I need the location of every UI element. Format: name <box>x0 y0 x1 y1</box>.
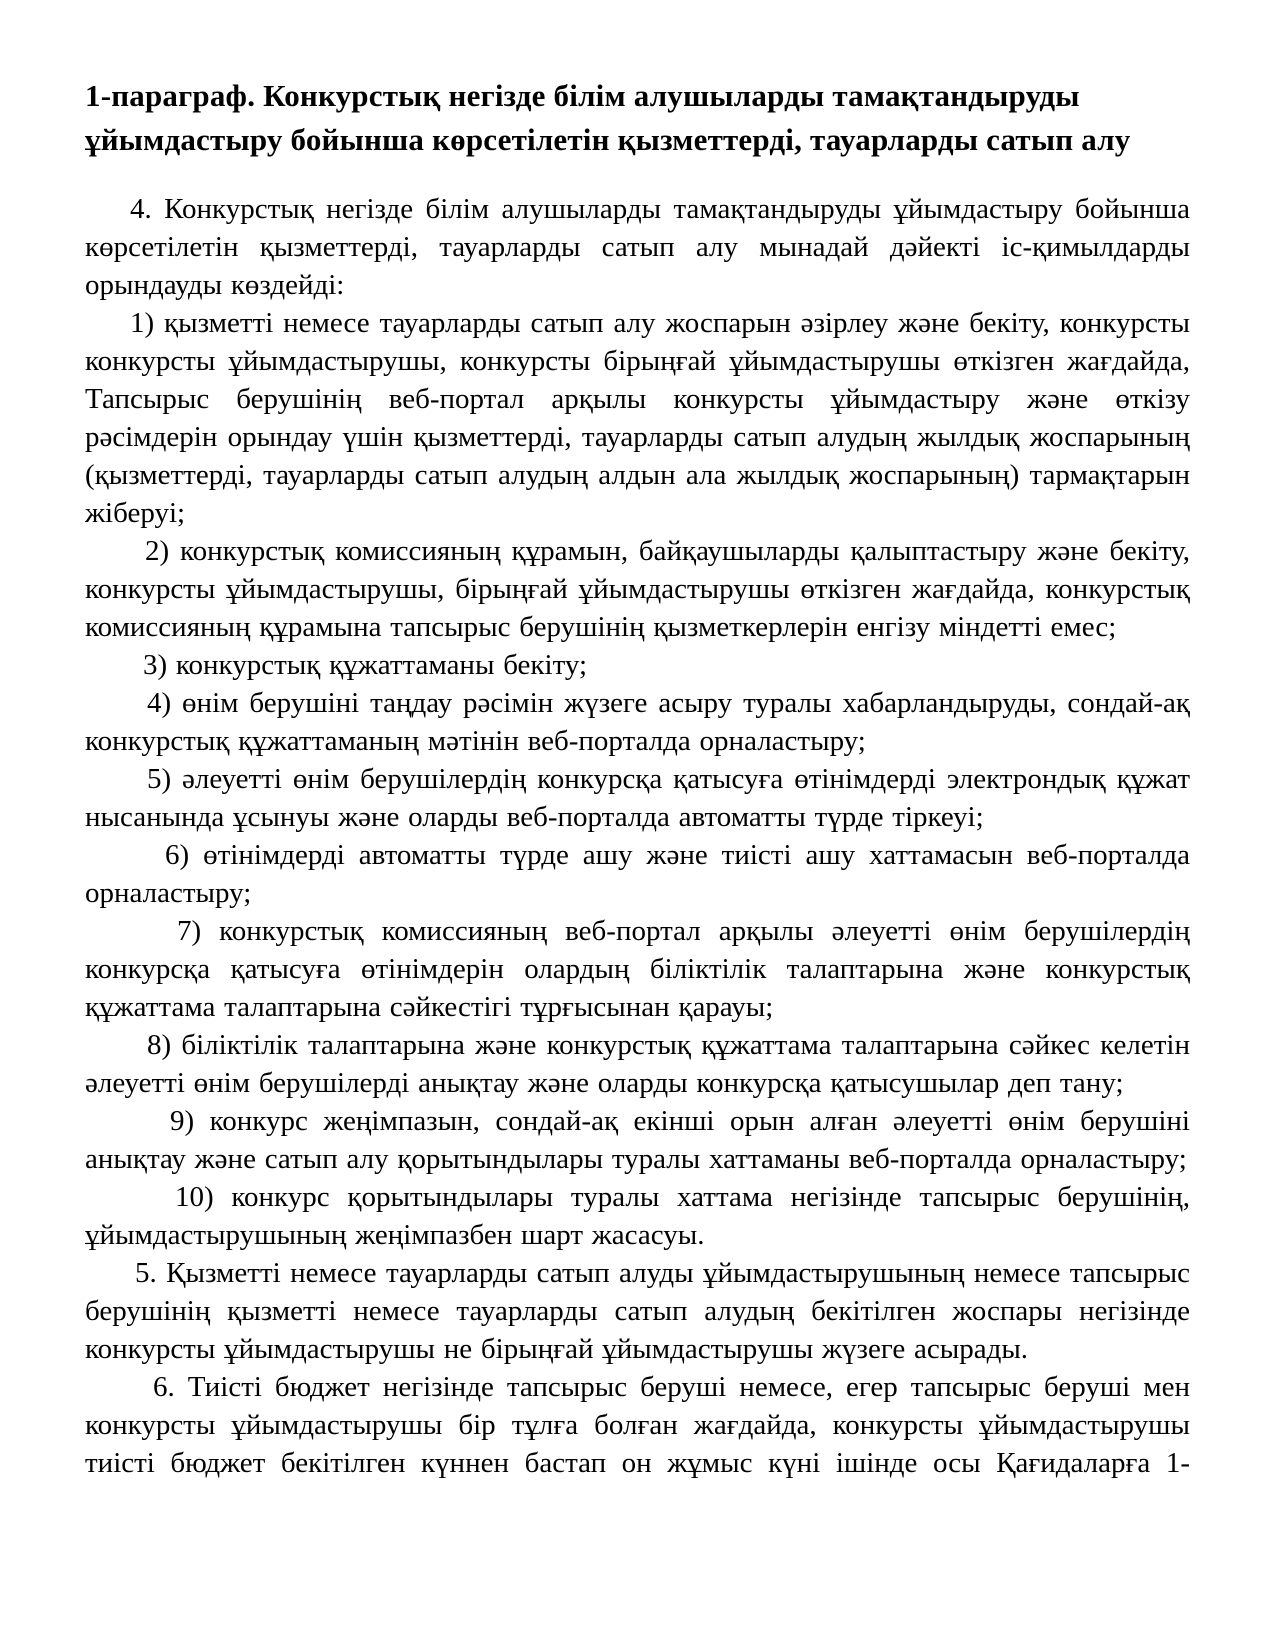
list-item-7: 7) конкурстық комиссияның веб-портал арқылы әлеуетті өнім берушілердің конкурсқа қатысуға өтінімдерін олардың біліктілік талаптарына және конкурстық құжаттама талаптарына сәйкестігі тұрғысынан қарауы; <box>85 915 1190 1023</box>
section-heading-line-2: ұйымдастыру бойынша көрсетілетін қызметтерді, тауарларды сатып алу <box>85 122 1131 157</box>
clause-4: 4. Конкурстық негізде білім алушыларды тамақтандыруды ұйымдастыру бойынша көрсетілетін қызметтерді, тауарларды сатып алу мынадай дәйекті іс-қимылдарды орындауды көздейді: <box>85 193 1190 301</box>
document-body <box>85 190 1190 1482</box>
list-item-9: 9) конкурс жеңімпазын, сондай-ақ екінші орын алған әлеуетті өнім берушіні анықтау және сатып алу қорытындылары туралы хаттаманы веб-порталда орналастыру; <box>85 1105 1190 1175</box>
list-item-8: 8) біліктілік талаптарына және конкурстық құжаттама талаптарына сәйкес келетін әлеуетті өнім берушілерді анықтау және оларды конкурсқа қатысушылар деп тану; <box>85 1029 1190 1099</box>
clause-6: 6. Тиісті бюджет негізінде тапсырыс беруші немесе, егер тапсырыс беруші мен конкурсты ұйымдастырушы бір тұлға болған жағдайда, конкурсты ұйымдастырушы тиісті бюджет бекітілген күннен бастап он жұмыс күні ішінде осы Қағидаларға 1- <box>85 1371 1190 1479</box>
list-item-6: 6) өтінімдерді автоматты түрде ашу және тиісті ашу хаттамасын веб-порталда орналастыру; <box>85 839 1190 909</box>
list-item-4: 4) өнім берушіні таңдау рәсімін жүзеге асыру туралы хабарландыруды, сондай-ақ конкурстық құжаттаманың мәтінін веб-порталда орналастыру; <box>85 687 1190 757</box>
list-item-5: 5) әлеуетті өнім берушілердің конкурсқа қатысуға өтінімдерді электрондық құжат нысанында ұсынуы және оларды веб-порталда автоматты түрде тіркеуі; <box>85 763 1190 833</box>
section-heading-line-1: 1-параграф. Конкурстық негізде білім алушыларды тамақтандыруды <box>85 78 1080 113</box>
list-item-3: 3) конкурстық құжаттаманы бекіту; <box>143 649 588 681</box>
section-heading <box>85 74 1190 162</box>
list-item-2: 2) конкурстық комиссияның құрамын, байқаушыларды қалыптастыру және бекіту, конкурсты ұйымдастырушы, бірыңғай ұйымдастырушы өткізген жағдайда, конкурстық комиссияның құрамына тапсырыс берушінің қызметкерлерін енгізу міндетті емес; <box>85 535 1190 643</box>
list-item-1: 1) қызметті немесе тауарларды сатып алу жоспарын әзірлеу және бекіту, конкурсты конкурсты ұйымдастырушы, конкурсты бірыңғай ұйымдастырушы өткізген жағдайда, Тапсырыс берушінің веб-портал арқылы конкурсты ұйымдастыру және өткізу рәсімдерін орындау үшін қызметтерді, тауарларды сатып алудың жылдық жоспарының (қызметтерді, тауарларды сатып алудың алдын ала жылдық жоспарының) тармақтарын жіберуі; <box>85 307 1190 529</box>
clause-5: 5. Қызметті немесе тауарларды сатып алуды ұйымдастырушының немесе тапсырыс берушінің қызметті немесе тауарларды сатып алудың бекітілген жоспары негізінде конкурсты ұйымдастырушы не бірыңғай ұйымдастырушы жүзеге асырады. <box>85 1257 1190 1365</box>
list-item-10: 10) конкурс қорытындылары туралы хаттама негізінде тапсырыс берушінің, ұйымдастырушының жеңімпазбен шарт жасасуы. <box>85 1181 1190 1251</box>
